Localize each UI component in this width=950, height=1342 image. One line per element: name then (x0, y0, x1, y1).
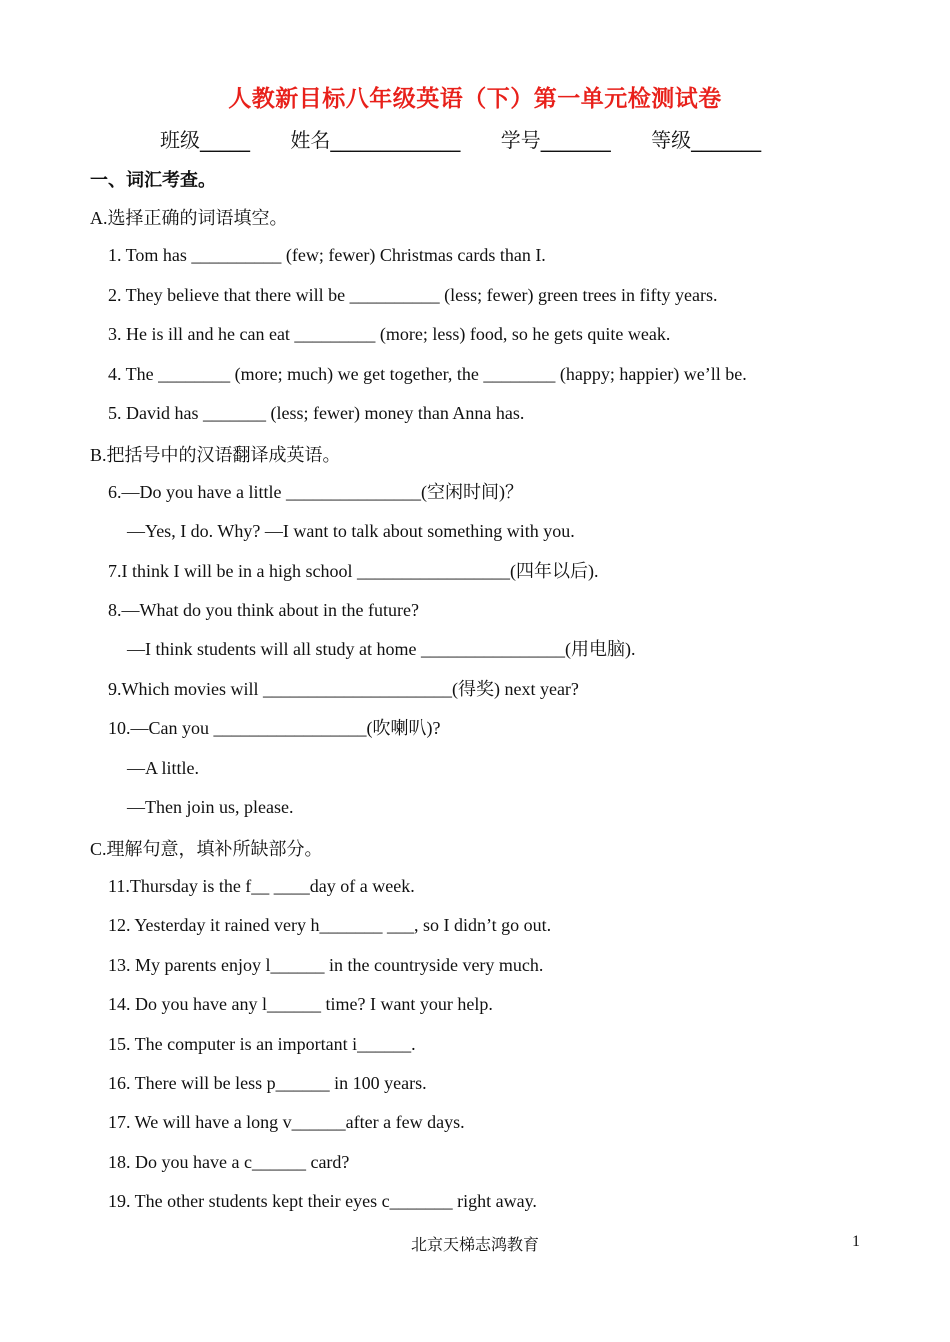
question-13: 13. My parents enjoy l______ in the countryside very much. (108, 955, 544, 975)
question-8-answer: —I think students will all study at home ________________(用电脑). (127, 639, 636, 659)
question-9: 9.Which movies will _____________________(得奖) next year? (108, 679, 579, 699)
question-10-reply-1: —A little. (127, 758, 199, 778)
question-18: 18. Do you have a c______ card? (108, 1152, 350, 1172)
part-b-heading: B.把括号中的汉语翻译成英语。 (90, 445, 341, 465)
student-info-row (160, 124, 840, 153)
grade-field: 等级_______ (651, 128, 762, 152)
name-field: 姓名_____________ (290, 128, 461, 152)
question-11: 11.Thursday is the f__ ____day of a week. (108, 876, 415, 896)
class-field: 班级_____ (160, 128, 250, 152)
question-8: 8.—What do you think about in the future? (108, 600, 419, 620)
number-field: 学号_______ (500, 128, 611, 152)
question-16: 16. There will be less p______ in 100 years. (108, 1073, 427, 1093)
question-10-reply-2: —Then join us, please. (127, 797, 294, 817)
question-14: 14. Do you have any l______ time? I want your help. (108, 994, 493, 1014)
page-number: 1 (852, 1233, 860, 1250)
question-17: 17. We will have a long v______after a few days. (108, 1112, 465, 1132)
page-title: 人教新目标八年级英语（下）第一单元检测试卷 (228, 86, 722, 112)
question-4: 4. The ________ (more; much) we get together, the ________ (happy; happier) we’ll be. (108, 364, 747, 384)
part-c-heading: C.理解句意，填补所缺部分。 (90, 839, 323, 859)
question-7: 7.I think I will be in a high school _________________(四年以后). (108, 561, 599, 581)
question-2: 2. They believe that there will be __________ (less; fewer) green trees in fifty years. (108, 285, 718, 305)
question-6-dialogue: —Yes, I do. Why? —I want to talk about something with you. (127, 521, 575, 541)
question-15: 15. The computer is an important i______. (108, 1034, 416, 1054)
part-a-heading: A.选择正确的词语填空。 (90, 208, 288, 228)
section-1-heading: 一、词汇考查。 (90, 170, 216, 191)
question-5: 5. David has _______ (less; fewer) money than Anna has. (108, 403, 525, 423)
question-1: 1. Tom has __________ (few; fewer) Christmas cards than I. (108, 245, 546, 265)
question-3: 3. He is ill and he can eat _________ (more; less) food, so he gets quite weak. (108, 324, 671, 344)
question-10: 10.—Can you _________________(吹喇叭)? (108, 718, 441, 738)
footer-publisher: 北京天梯志鸿教育 (410, 1235, 539, 1254)
question-12: 12. Yesterday it rained very h_______ ___, so I didn’t go out. (108, 915, 552, 935)
question-6: 6.—Do you have a little _______________(空闲时间)？ (108, 482, 523, 502)
question-19: 19. The other students kept their eyes c_______ right away. (108, 1191, 537, 1211)
